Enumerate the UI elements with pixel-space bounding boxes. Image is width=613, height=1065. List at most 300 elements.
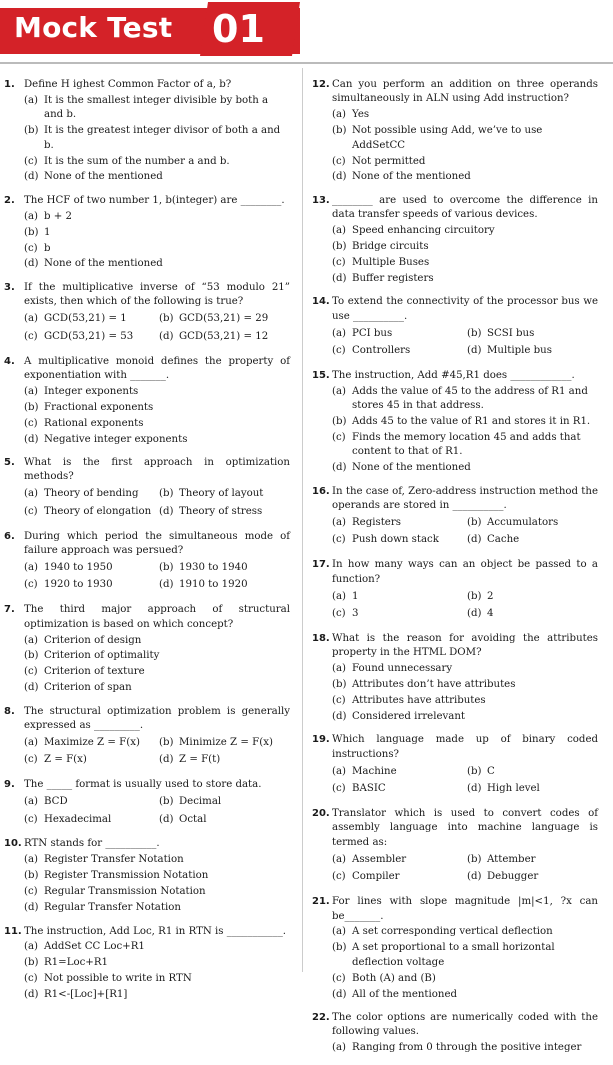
option-item — [332, 461, 598, 475]
option-text: Theory of elongation — [44, 505, 152, 517]
option-item — [467, 516, 598, 530]
question-number: 15. — [312, 369, 330, 381]
option-item — [332, 124, 598, 153]
option-letter: (b) — [467, 327, 482, 339]
option-text: Multiple bus — [487, 345, 552, 356]
question-item — [312, 1011, 598, 1056]
option-item — [467, 765, 598, 779]
option-list — [24, 940, 290, 1002]
option-item — [24, 988, 290, 1002]
option-letter: (a) — [332, 109, 347, 121]
question-text: Translator which is used to convert codes of assembly language into machine language is termed as: — [332, 808, 598, 848]
question-text: The instruction, Add Loc, R1 in RTN is ___________. — [24, 925, 287, 937]
question-number: 1. — [4, 79, 15, 90]
question-number: 2. — [4, 194, 15, 206]
option-item — [24, 736, 155, 750]
option-item — [332, 415, 598, 429]
option-text: Not possible using Add, we’ve to use AddSetCC — [352, 125, 543, 151]
option-list — [24, 385, 290, 447]
page-title: Mock Test — [14, 11, 173, 44]
option-letter: (b) — [159, 561, 174, 573]
option-text: Criterion of design — [44, 634, 142, 646]
option-text: Negative integer exponents — [44, 433, 188, 445]
option-letter: (c) — [24, 813, 38, 825]
option-letter: (d) — [332, 272, 347, 284]
question-text: The structural optimization problem is generally expressed as _________. — [24, 705, 290, 732]
option-item — [24, 242, 290, 256]
question-item — [312, 632, 598, 724]
option-item — [24, 385, 290, 399]
option-text: Minimize Z = F(x) — [179, 736, 273, 748]
option-item — [24, 940, 290, 954]
option-item — [467, 853, 598, 867]
option-text: Fractional exponents — [44, 401, 154, 413]
question-item — [312, 895, 598, 1002]
option-letter: (a) — [332, 765, 347, 777]
question-number: 11. — [4, 925, 22, 937]
option-text: Speed enhancing circuitory — [352, 225, 495, 237]
option-letter: (c) — [24, 886, 38, 898]
option-letter: (a) — [332, 1042, 347, 1054]
option-text: 1 — [44, 226, 51, 238]
option-letter: (a) — [24, 634, 39, 646]
option-list — [24, 734, 290, 769]
question-number: 3. — [4, 281, 15, 293]
question-number: 13. — [312, 194, 330, 206]
question-number: 21. — [312, 896, 330, 908]
test-number: 01 — [212, 7, 265, 51]
option-item — [332, 972, 598, 986]
question-item — [4, 78, 290, 185]
option-item — [332, 710, 598, 724]
option-text: Considered irrelevant — [352, 711, 465, 723]
option-list — [332, 325, 598, 360]
option-list — [24, 311, 290, 346]
question-item — [4, 530, 290, 595]
option-letter: (d) — [332, 711, 347, 723]
option-text: Adds the value of 45 to the address of R1 and stores 45 in that address. — [352, 385, 588, 412]
question-text: Which language made up of binary coded instructions? — [332, 734, 598, 760]
option-text: Bridge circuits — [352, 241, 429, 253]
option-letter: (c) — [332, 155, 346, 167]
option-item — [332, 170, 598, 184]
option-text: Hexadecimal — [44, 813, 112, 825]
option-text: Assembler — [352, 853, 407, 865]
option-item — [332, 344, 463, 358]
question-item — [312, 807, 598, 886]
option-text: Found unnecessary — [352, 663, 453, 675]
question-item — [312, 485, 598, 550]
option-letter: (b) — [159, 796, 174, 808]
option-item — [332, 516, 463, 530]
option-letter: (d) — [24, 989, 39, 1001]
option-letter: (b) — [24, 226, 39, 238]
option-text: 2 — [487, 590, 494, 602]
option-text: GCD(53,21) = 53 — [44, 330, 134, 342]
option-item — [24, 795, 155, 809]
option-text: Both (A) and (B) — [352, 972, 436, 984]
option-letter: (c) — [332, 432, 346, 444]
option-text: Accumulators — [487, 517, 559, 529]
option-letter: (d) — [24, 258, 39, 270]
option-text: Criterion of span — [44, 682, 132, 694]
option-text: b + 2 — [44, 210, 73, 222]
question-text: Can you perform an addition on three operands simultaneously in ALN using Add instruction? — [332, 79, 598, 105]
option-text: None of the mentioned — [352, 462, 471, 474]
option-letter: (d) — [467, 345, 482, 356]
option-text: SCSI bus — [487, 327, 535, 339]
question-item — [312, 194, 598, 286]
option-letter: (b) — [467, 590, 482, 602]
question-text: What is the reason for avoiding the attributes property in the HTML DOM? — [332, 633, 598, 659]
option-letter: (a) — [24, 94, 39, 106]
option-item — [24, 94, 290, 123]
option-text: It is the sum of the number a and b. — [44, 155, 230, 167]
option-text: High level — [487, 783, 540, 795]
option-item — [332, 327, 463, 341]
option-list — [332, 224, 598, 286]
question-text: In how many ways can an object be passed to a function? — [332, 559, 598, 585]
question-text: The _____ format is usually used to store data. — [24, 779, 262, 791]
option-text: None of the mentioned — [352, 171, 471, 183]
option-text: Decimal — [179, 796, 222, 808]
option-item — [24, 649, 290, 663]
option-letter: (c) — [332, 256, 346, 268]
option-list — [24, 634, 290, 696]
option-list — [24, 94, 290, 185]
option-item — [24, 634, 290, 648]
option-letter: (b) — [159, 313, 174, 325]
option-item — [24, 681, 290, 695]
question-text: During which period the simultaneous mode of failure approach was persued? — [24, 530, 290, 556]
question-text: The color options are numerically coded with the following values. — [332, 1011, 598, 1038]
option-letter: (c) — [24, 666, 38, 678]
option-item — [24, 753, 155, 767]
option-letter: (a) — [24, 488, 39, 500]
option-text: C — [487, 765, 495, 777]
option-letter: (d) — [159, 330, 174, 342]
option-item — [332, 925, 598, 939]
option-list — [24, 486, 290, 521]
option-text: R1<-[Loc]+[R1] — [44, 989, 128, 1001]
option-item — [24, 170, 290, 184]
option-letter: (d) — [159, 505, 174, 517]
option-text: A set corresponding vertical deflection — [352, 926, 553, 938]
option-letter: (d) — [332, 988, 347, 1000]
option-text: Not possible to write in RTN — [44, 973, 192, 985]
option-text: Machine — [352, 765, 397, 777]
option-item — [159, 561, 290, 575]
question-text: To extend the connectivity of the processor bus we use __________. — [332, 296, 598, 322]
option-item — [24, 665, 290, 679]
option-letter: (c) — [332, 608, 346, 620]
option-text: 1910 to 1920 — [179, 579, 248, 591]
option-letter: (a) — [24, 736, 39, 748]
option-item — [24, 505, 155, 519]
option-text: All of the mentioned — [352, 988, 458, 1000]
option-letter: (d) — [24, 433, 39, 445]
option-text: Attember — [487, 853, 536, 865]
question-number: 9. — [4, 779, 15, 791]
question-text: The HCF of two number 1, b(integer) are ________. — [24, 194, 285, 206]
option-item — [159, 578, 290, 592]
question-number: 17. — [312, 559, 330, 571]
option-list — [24, 559, 290, 594]
question-number: 5. — [4, 456, 15, 468]
option-letter: (b) — [467, 517, 482, 529]
question-number: 14. — [312, 296, 330, 308]
option-letter: (a) — [332, 327, 347, 339]
option-text: GCD(53,21) = 12 — [179, 330, 269, 342]
option-list — [332, 108, 598, 185]
question-number: 12. — [312, 79, 330, 90]
option-text: Yes — [352, 109, 370, 121]
option-letter: (c) — [24, 242, 38, 254]
option-item — [159, 505, 290, 519]
option-item — [24, 901, 290, 915]
option-item — [24, 813, 155, 827]
option-list — [332, 588, 598, 623]
option-letter: (a) — [24, 941, 39, 953]
option-item — [332, 765, 463, 779]
option-text: BCD — [44, 796, 68, 808]
option-text: 1 — [352, 590, 359, 602]
option-letter: (b) — [24, 957, 39, 969]
option-item — [24, 312, 155, 326]
option-list — [332, 385, 598, 476]
option-item — [332, 941, 598, 970]
option-letter: (c) — [332, 345, 346, 356]
option-item — [24, 401, 290, 415]
option-text: Z = F(x) — [44, 754, 87, 766]
question-item — [4, 355, 290, 447]
option-text: Theory of layout — [179, 488, 264, 500]
option-item — [467, 344, 598, 358]
option-letter: (d) — [332, 462, 347, 474]
option-list — [24, 794, 290, 829]
question-number: 16. — [312, 485, 330, 497]
option-item — [24, 487, 155, 501]
option-item — [159, 736, 290, 750]
option-item — [24, 972, 290, 986]
option-text: Z = F(t) — [179, 754, 221, 766]
option-item — [24, 433, 290, 447]
option-item — [24, 330, 155, 344]
option-item — [332, 662, 598, 676]
question-item — [4, 925, 290, 1003]
header-rule — [0, 62, 613, 64]
option-list — [332, 851, 598, 886]
option-text: It is the greatest integer divisor of both a and b. — [44, 125, 281, 151]
option-item — [24, 155, 290, 169]
option-letter: (c) — [24, 754, 38, 766]
option-item — [159, 330, 290, 344]
option-text: Register Transmission Notation — [44, 870, 209, 882]
option-text: Maximize Z = F(x) — [44, 736, 140, 748]
option-list — [24, 210, 290, 272]
option-letter: (d) — [24, 682, 39, 694]
option-letter: (d) — [24, 902, 39, 914]
option-letter: (d) — [467, 534, 482, 546]
option-item — [467, 870, 598, 884]
option-text: Compiler — [352, 871, 400, 883]
option-text: GCD(53,21) = 1 — [44, 313, 127, 325]
option-letter: (a) — [332, 926, 347, 938]
question-number: 6. — [4, 530, 15, 542]
option-item — [332, 533, 463, 547]
option-letter: (d) — [467, 871, 482, 883]
option-text: 1920 to 1930 — [44, 579, 113, 591]
option-letter: (b) — [159, 736, 174, 748]
option-list — [24, 853, 290, 915]
option-item — [332, 607, 463, 621]
option-item — [332, 870, 463, 884]
option-item — [332, 240, 598, 254]
question-text: For lines with slope magnitude |m|<1, ?x can be_______. — [332, 896, 598, 922]
option-text: Multiple Buses — [352, 256, 430, 268]
option-text: It is the smallest integer divisible by both a and b. — [44, 94, 269, 121]
option-item — [332, 431, 598, 460]
option-item — [332, 853, 463, 867]
option-letter: (a) — [24, 313, 39, 325]
option-letter: (a) — [332, 517, 347, 529]
option-text: A set proportional to a small horizontal deflection voltage — [352, 942, 555, 968]
question-number: 19. — [312, 734, 330, 746]
question-number: 4. — [4, 355, 15, 367]
option-item — [24, 853, 290, 867]
option-text: Attributes don’t have attributes — [352, 679, 516, 691]
option-text: Adds 45 to the value of R1 and stores it in R1. — [352, 416, 591, 428]
question-item — [4, 778, 290, 828]
option-text: Octal — [179, 813, 207, 825]
question-text: The third major approach of structural optimization is based on which concept? — [24, 604, 290, 630]
option-text: Cache — [487, 534, 520, 546]
option-letter: (b) — [332, 942, 347, 954]
option-letter: (c) — [24, 155, 38, 167]
option-letter: (d) — [159, 579, 174, 591]
option-letter: (d) — [24, 171, 39, 183]
column-divider — [302, 68, 303, 972]
option-item — [332, 385, 598, 414]
question-number: 20. — [312, 808, 330, 820]
option-text: 3 — [352, 608, 359, 620]
option-letter: (c) — [24, 330, 38, 342]
option-letter: (b) — [467, 853, 482, 865]
option-letter: (b) — [467, 765, 482, 777]
option-text: AddSet CC Loc+R1 — [44, 941, 145, 953]
question-item — [312, 733, 598, 798]
option-letter: (b) — [332, 679, 347, 691]
option-item — [332, 782, 463, 796]
option-text: Criterion of texture — [44, 666, 145, 678]
option-letter: (c) — [332, 783, 346, 795]
option-list — [332, 662, 598, 724]
question-item — [4, 603, 290, 695]
option-item — [467, 590, 598, 604]
question-item — [312, 295, 598, 360]
option-item — [159, 813, 290, 827]
question-text: ________ are used to overcome the difference in data transfer speeds of various devices. — [332, 194, 598, 221]
option-item — [24, 210, 290, 224]
option-letter: (a) — [332, 663, 347, 675]
option-list — [332, 1041, 598, 1055]
option-text: Finds the memory location 45 and adds that content to that of R1. — [352, 432, 581, 458]
option-item — [467, 782, 598, 796]
option-letter: (b) — [332, 125, 347, 137]
option-letter: (d) — [159, 754, 174, 766]
option-item — [24, 561, 155, 575]
option-item — [332, 272, 598, 286]
option-item — [24, 956, 290, 970]
question-item — [312, 78, 598, 185]
option-list — [332, 515, 598, 550]
option-text: Criterion of optimality — [44, 650, 160, 662]
option-item — [332, 108, 598, 122]
option-letter: (d) — [159, 813, 174, 825]
option-letter: (a) — [24, 854, 39, 866]
question-text: In the case of, Zero-address instruction method the operands are stored in __________. — [332, 485, 598, 512]
option-letter: (a) — [24, 385, 39, 397]
option-text: Theory of stress — [179, 505, 263, 517]
question-number: 8. — [4, 705, 15, 717]
question-text: A multiplicative monoid defines the property of exponentiation with _______. — [24, 355, 290, 381]
option-item — [332, 1041, 598, 1055]
option-letter: (b) — [24, 125, 39, 137]
option-item — [332, 694, 598, 708]
option-letter: (b) — [159, 488, 174, 500]
option-text: 1930 to 1940 — [179, 561, 248, 573]
option-text: Regular Transmission Notation — [44, 886, 206, 898]
option-text: b — [44, 242, 51, 254]
question-number: 22. — [312, 1011, 330, 1023]
option-letter: (c) — [332, 972, 346, 984]
option-text: Controllers — [352, 345, 411, 356]
option-letter: (c) — [332, 695, 346, 707]
option-item — [159, 795, 290, 809]
option-text: Push down stack — [352, 534, 439, 546]
question-number: 10. — [4, 838, 22, 850]
option-item — [332, 590, 463, 604]
option-item — [24, 226, 290, 240]
question-number: 18. — [312, 633, 330, 644]
option-text: Registers — [352, 517, 401, 529]
question-item — [4, 194, 290, 272]
option-letter: (a) — [332, 385, 347, 397]
option-item — [24, 417, 290, 431]
option-item — [159, 487, 290, 501]
question-text: Define H ighest Common Factor of a, b? — [24, 79, 232, 90]
option-text: Theory of bending — [44, 488, 139, 500]
question-item — [4, 837, 290, 915]
option-text: 4 — [487, 608, 494, 620]
option-item — [24, 885, 290, 899]
option-letter: (b) — [24, 401, 39, 413]
option-text: GCD(53,21) = 29 — [179, 313, 269, 325]
option-letter: (b) — [332, 241, 347, 253]
option-text: Not permitted — [352, 155, 426, 167]
option-list — [332, 925, 598, 1002]
option-letter: (c) — [332, 871, 346, 883]
question-text: What is the first approach in optimization methods? — [24, 456, 290, 483]
option-item — [467, 607, 598, 621]
option-item — [467, 533, 598, 547]
question-text: RTN stands for __________. — [24, 838, 160, 850]
option-letter: (c) — [24, 579, 38, 591]
option-text: None of the mentioned — [44, 171, 163, 183]
question-item — [312, 369, 598, 476]
option-text: None of the mentioned — [44, 258, 163, 270]
page-header — [0, 0, 613, 68]
